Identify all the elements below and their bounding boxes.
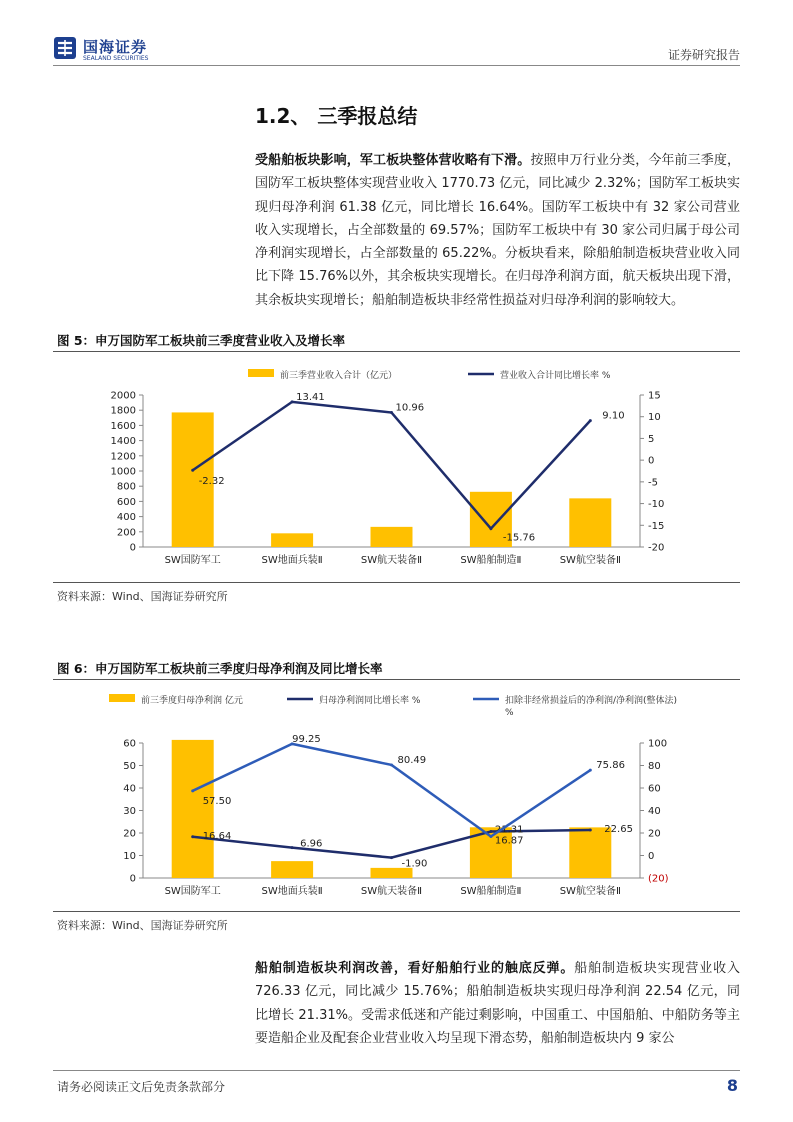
- left-tick-label: 400: [116, 512, 136, 524]
- left-tick-label: 10: [123, 851, 136, 862]
- category-label: SW地面兵装Ⅱ: [261, 886, 323, 897]
- data-point: [191, 835, 194, 838]
- report-type: 证券研究报告: [667, 48, 740, 62]
- data-point: [489, 830, 492, 833]
- left-tick-label: 200: [116, 527, 136, 539]
- left-tick-label: 1600: [110, 420, 136, 432]
- left-tick-label: 2000: [110, 390, 136, 402]
- data-point: [589, 829, 592, 832]
- left-tick-label: 0: [129, 873, 136, 885]
- right-tick-label: 100: [648, 738, 668, 750]
- figure5-title: 图 5：申万国防军工板块前三季度营业收入及增长率: [57, 333, 346, 348]
- right-tick-label: 40: [648, 806, 661, 817]
- category-label: SW船舶制造Ⅱ: [460, 555, 522, 566]
- series-line: [193, 402, 591, 529]
- logo-mark-icon: [53, 36, 77, 60]
- left-tick-label: 1800: [110, 405, 136, 417]
- data-label: 16.64: [202, 830, 232, 842]
- category-label: SW国防军工: [164, 886, 221, 897]
- paragraph-summary: [255, 149, 740, 312]
- category-label: SW航空装备Ⅱ: [559, 555, 621, 566]
- category-label: SW航天装备Ⅱ: [360, 886, 423, 897]
- disclaimer: 请务必阅读正文后免责条款部分: [57, 1080, 226, 1094]
- paragraph-lead: 船舶制造板块利润改善，看好船舶行业的触底反弹。: [255, 961, 575, 976]
- right-tick-label: -15: [648, 520, 665, 532]
- data-label: 22.65: [604, 824, 633, 836]
- legend-swatch-bar: [248, 369, 274, 377]
- data-point: [390, 763, 393, 766]
- data-label: -15.76: [502, 532, 536, 544]
- left-tick-label: 20: [123, 828, 136, 840]
- right-tick-label: 80: [648, 761, 661, 772]
- data-label: 99.25: [292, 733, 321, 745]
- left-tick-label: 40: [123, 783, 136, 795]
- right-tick-label: 60: [648, 783, 661, 795]
- legend-label: 前三季营业收入合计（亿元）: [280, 371, 398, 381]
- right-tick-label: -20: [648, 542, 665, 554]
- page-number: 8: [726, 1076, 738, 1095]
- legend-label: 扣除非经常损益后的净利润/净利润(整体法) %: [505, 696, 678, 718]
- data-label: 80.49: [397, 754, 427, 766]
- logo-text-en: SEALAND SECURITIES: [83, 55, 149, 62]
- figure5-bottom-rule: [53, 582, 740, 583]
- data-point: [589, 419, 592, 422]
- bar: [172, 740, 214, 878]
- paragraph-shipbuilding: [255, 957, 740, 1050]
- bar: [371, 527, 413, 547]
- logo-text-cn: 国海证券: [83, 38, 148, 56]
- left-tick-label: 50: [123, 761, 136, 772]
- data-label: 21.31: [494, 824, 524, 836]
- series-line: [193, 744, 591, 837]
- data-label: 13.41: [296, 391, 325, 403]
- figure6-chart: [53, 683, 740, 908]
- right-tick-label: 5: [648, 433, 655, 445]
- figure5-top-rule: [53, 351, 740, 352]
- section-title: 1.2、 三季报总结: [255, 104, 418, 128]
- left-tick-label: 1000: [110, 466, 136, 478]
- bar: [569, 498, 611, 547]
- data-label: -2.32: [198, 476, 225, 488]
- header-divider: [53, 65, 740, 66]
- data-point: [589, 769, 592, 772]
- category-label: SW国防军工: [164, 555, 221, 566]
- paragraph-lead: 受船舶板块影响，军工板块整体营收略有下滑。: [255, 153, 531, 168]
- legend-swatch-bar: [109, 694, 135, 702]
- left-tick-label: 0: [129, 542, 136, 554]
- data-label: 75.86: [596, 760, 625, 772]
- data-label: 6.96: [300, 838, 323, 850]
- left-tick-label: 30: [123, 806, 136, 817]
- data-point: [489, 527, 492, 530]
- right-tick-label: 15: [648, 390, 661, 402]
- data-point: [291, 846, 294, 849]
- data-label: 10.96: [395, 402, 425, 414]
- series-line: [193, 830, 591, 858]
- paragraph-body: 按照申万行业分类，今年前三季度，国防军工板块整体实现营业收入 1770.73 亿元，同比减少 2.32%；国防军工板块实现归母净利润 61.38 亿元，同比增长 16.64%。国防军工板块中有 32 家公司营业收入实现增长，占全部数量的 69.57%；国防军工板块中有 30 家公司归属于母公司净利润实现增长，占全部数量的 65.22%。分板块看来，除船舶制造板块营业收入同比下降 15.76%以外，其余板块实现增长。在归母净利润方面，航天板块出现下滑，其余板块实现增长；船舶制造板块非经常性损益对归母净利润的影响较大。: [255, 153, 740, 308]
- category-label: SW航天装备Ⅱ: [360, 555, 423, 566]
- data-point: [291, 400, 294, 403]
- data-label: 9.10: [602, 410, 625, 422]
- left-tick-label: 600: [116, 496, 136, 508]
- left-tick-label: 1400: [110, 436, 136, 448]
- right-tick-label: -5: [648, 477, 658, 489]
- data-label: 16.87: [494, 835, 524, 847]
- category-label: SW船舶制造Ⅱ: [460, 886, 522, 897]
- right-tick-label: 0: [648, 851, 655, 862]
- right-tick-label: (20): [648, 873, 669, 885]
- data-point: [191, 789, 194, 792]
- legend-label: 营业收入合计同比增长率 %: [500, 371, 611, 381]
- figure6-top-rule: [53, 679, 740, 680]
- figure6-source: 资料来源：Wind、国海证券研究所: [57, 919, 228, 932]
- category-label: SW航空装备Ⅱ: [559, 886, 621, 897]
- company-logo: [53, 36, 163, 64]
- figure6-bottom-rule: [53, 911, 740, 912]
- figure6-title: 图 6：申万国防军工板块前三季度归母净利润及同比增长率: [57, 661, 383, 676]
- data-label: 57.50: [202, 795, 232, 807]
- right-tick-label: -10: [648, 499, 665, 511]
- data-point: [390, 856, 393, 859]
- category-label: SW地面兵装Ⅱ: [261, 555, 323, 566]
- right-tick-label: 10: [648, 412, 661, 424]
- data-point: [489, 835, 492, 838]
- right-tick-label: 20: [648, 828, 661, 840]
- figure5-source: 资料来源：Wind、国海证券研究所: [57, 590, 228, 603]
- bar: [271, 533, 313, 547]
- left-tick-label: 60: [123, 738, 136, 750]
- legend-label: 归母净利润同比增长率 %: [319, 696, 421, 706]
- data-label: -1.90: [401, 858, 428, 870]
- right-tick-label: 0: [648, 455, 655, 467]
- left-tick-label: 800: [116, 481, 136, 493]
- figure5-chart: [53, 355, 740, 580]
- bar: [271, 861, 313, 878]
- paragraph-body: 船舶制造板块实现营业收入 726.33 亿元，同比减少 15.76%；船舶制造板块实现归母净利润 22.54 亿元，同比增长 21.31%。受需求低迷和产能过剩影响，中国重工、中国船舶、中船防务等主要造船企业及配套企业营业收入均呈现下滑态势，船舶制造板块内 9 家公: [255, 961, 740, 1046]
- legend-label: 前三季度归母净利润 亿元: [141, 696, 243, 706]
- footer-divider: [53, 1070, 740, 1071]
- left-tick-label: 1200: [110, 451, 136, 463]
- data-point: [191, 469, 194, 472]
- data-point: [390, 411, 393, 414]
